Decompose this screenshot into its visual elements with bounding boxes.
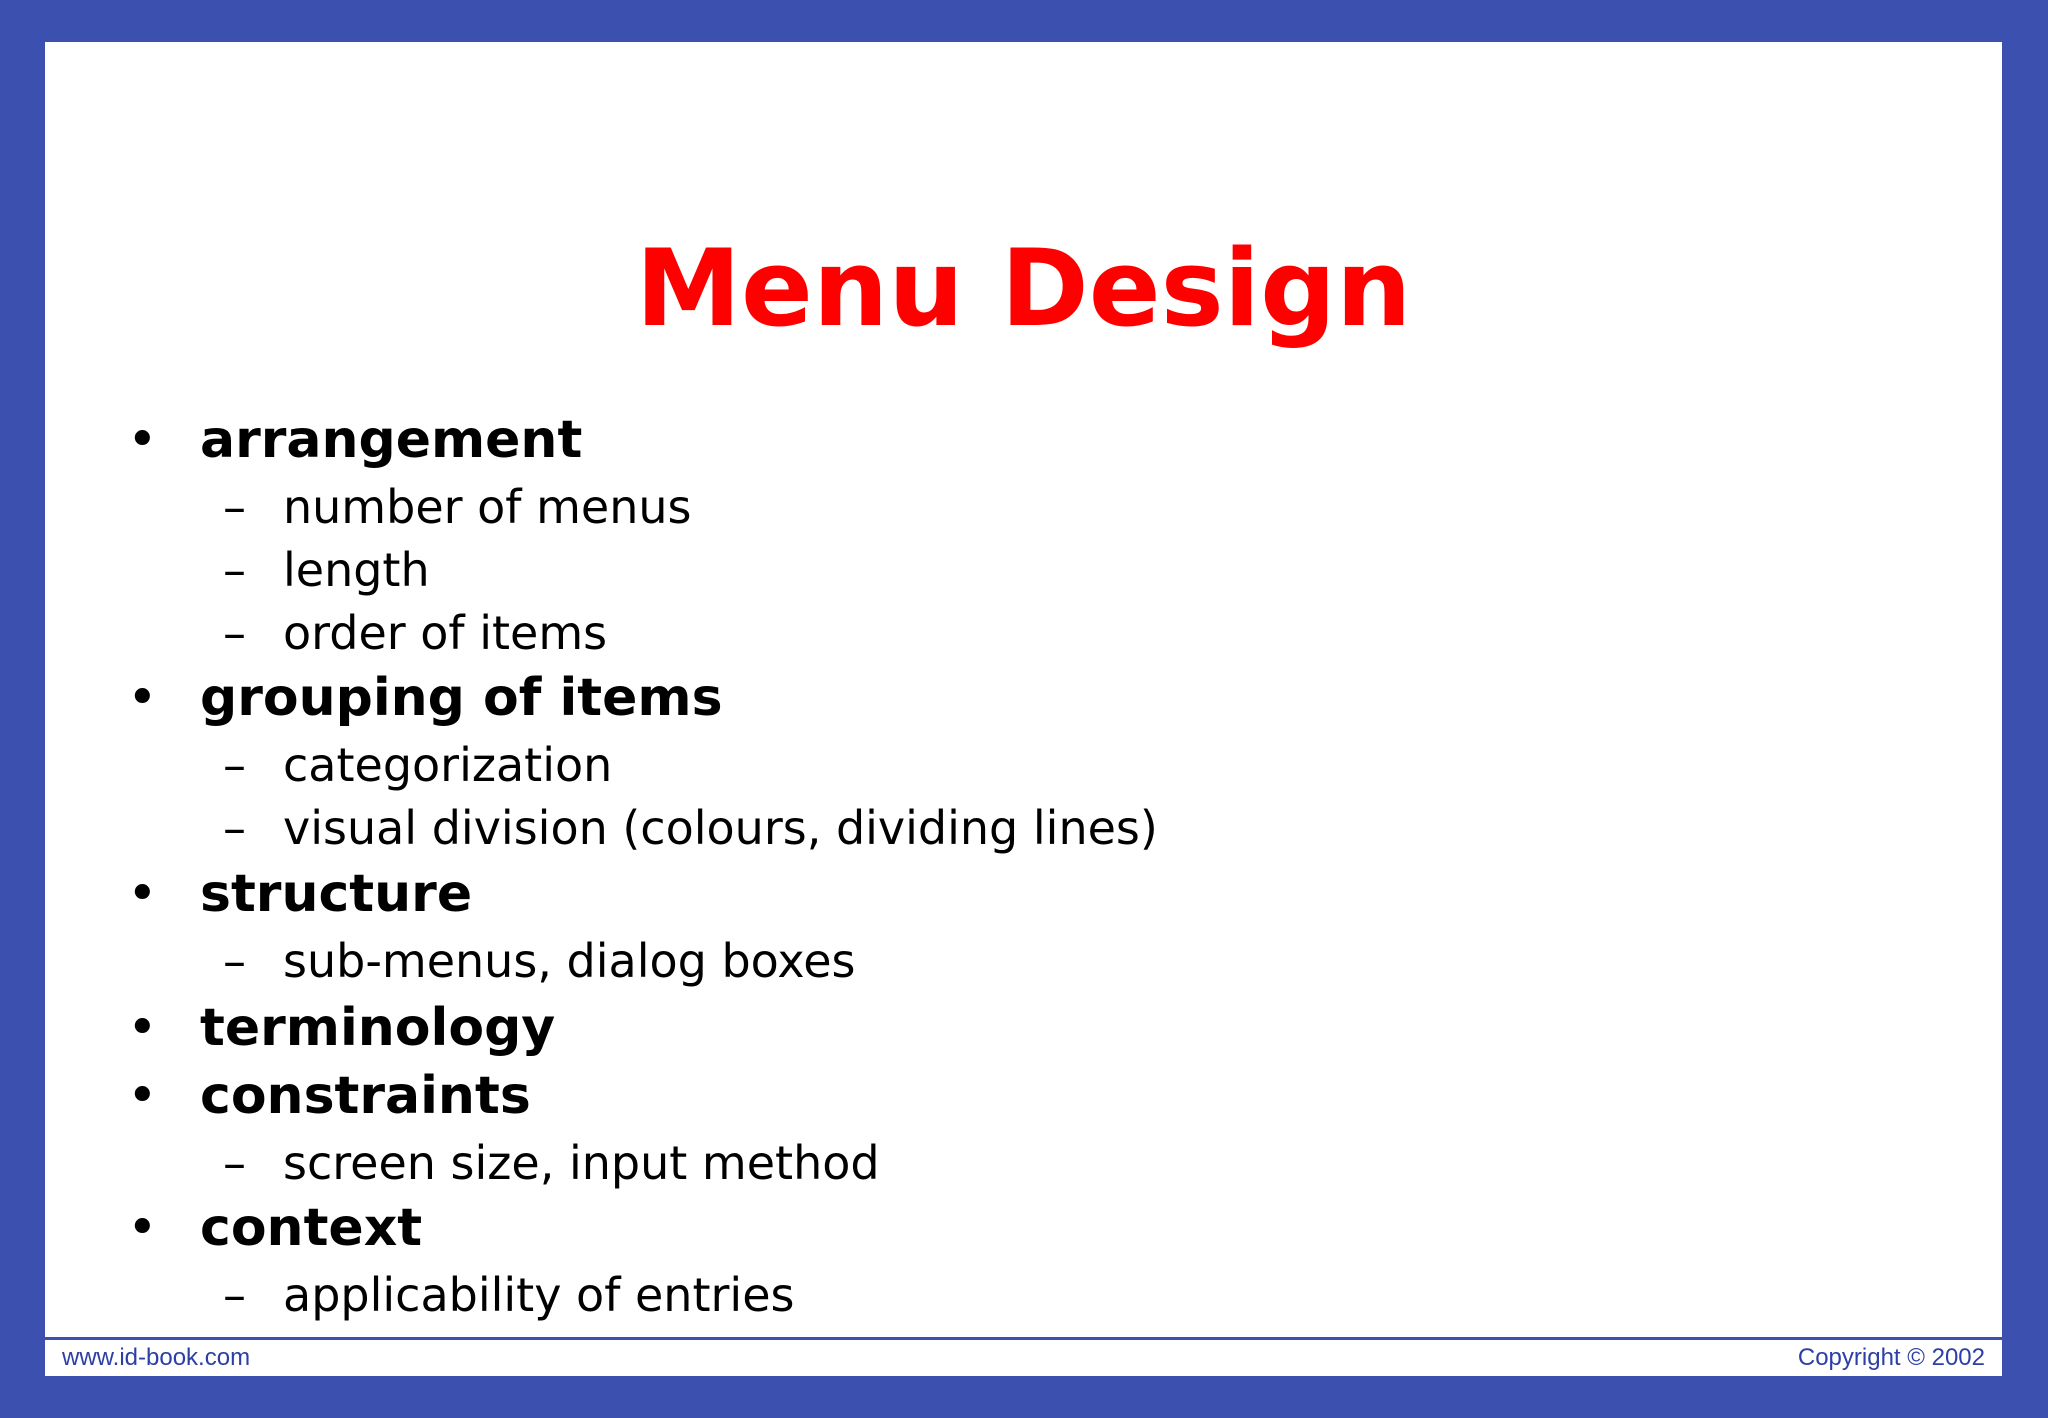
bullet-label: structure	[200, 864, 473, 924]
bullet-label: context	[200, 1198, 423, 1258]
footer-website: www.id-book.com	[62, 1344, 251, 1371]
slide-title: Menu Design	[635, 227, 1412, 350]
bullet-marker: •	[127, 1198, 158, 1258]
bullet-marker: •	[127, 864, 158, 924]
bullet-marker: •	[127, 668, 158, 728]
sub-label: order of items	[283, 606, 608, 660]
sub-label: categorization	[283, 738, 613, 792]
sub-label: screen size, input method	[283, 1136, 880, 1190]
bullet-marker: •	[127, 410, 158, 470]
sub-marker: –	[223, 738, 246, 792]
bullet-marker: •	[127, 1066, 158, 1126]
sub-label: sub-menus, dialog boxes	[283, 934, 856, 988]
sub-marker: –	[223, 606, 246, 660]
slide	[45, 42, 2002, 1376]
sub-marker: –	[223, 1268, 246, 1322]
bullet-list	[45, 42, 2002, 1376]
sub-label: number of menus	[283, 480, 692, 534]
sub-label: visual division (colours, dividing lines)	[283, 801, 1158, 855]
bullet-label: grouping of items	[200, 668, 723, 728]
sub-label: length	[283, 543, 430, 597]
sub-marker: –	[223, 1136, 246, 1190]
sub-marker: –	[223, 801, 246, 855]
sub-marker: –	[223, 934, 246, 988]
bullet-label: arrangement	[200, 410, 583, 470]
bullet-marker: •	[127, 998, 158, 1058]
footer-copyright: Copyright © 2002	[1797, 1344, 1985, 1371]
sub-label: applicability of entries	[283, 1268, 795, 1322]
sub-marker: –	[223, 543, 246, 597]
footer-divider	[45, 1337, 2002, 1340]
bullet-label: terminology	[200, 998, 556, 1058]
bullet-label: constraints	[200, 1066, 531, 1126]
sub-marker: –	[223, 480, 246, 534]
